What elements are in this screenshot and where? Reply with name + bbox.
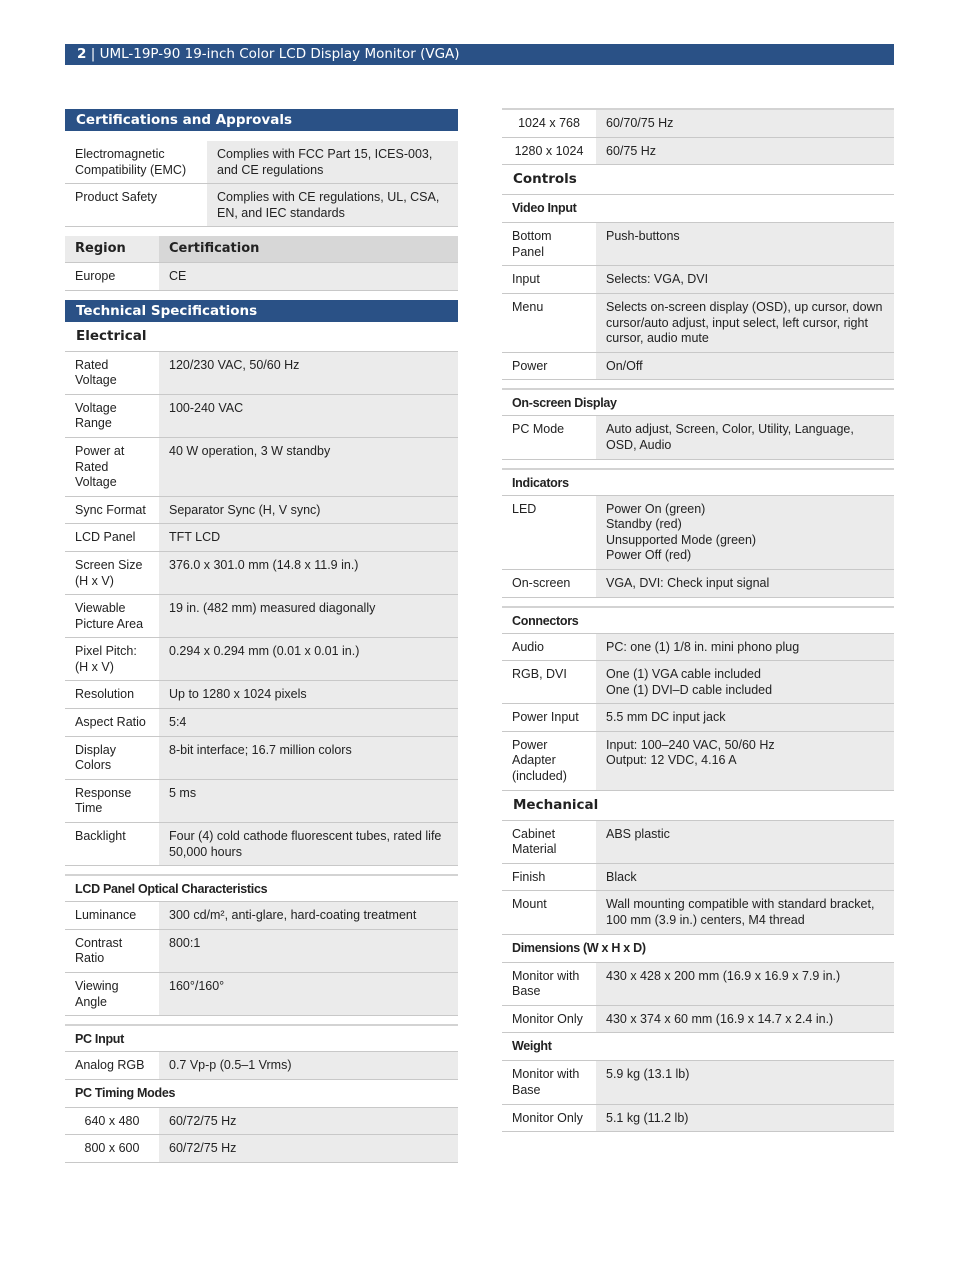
table-row [65, 184, 458, 227]
spacer [65, 291, 458, 300]
table-row [65, 524, 458, 552]
spec-label: 800 x 600 [65, 1135, 159, 1163]
document-title: UML-19P-90 19-inch Color LCD Display Monitor (VGA) [99, 46, 460, 62]
spec-label: Monitor with Base [502, 963, 596, 1006]
spec-label: Cabinet Material [502, 821, 596, 864]
table-row [502, 266, 894, 294]
table-row [65, 929, 458, 972]
region-table [65, 236, 458, 290]
table-row [65, 823, 458, 866]
table-row [65, 638, 458, 681]
electrical-table [65, 352, 458, 867]
table-row [65, 595, 458, 638]
pc-input-table [65, 1052, 458, 1080]
spec-value: 0.294 x 0.294 mm (0.01 x 0.01 in.) [159, 638, 458, 681]
table-row [65, 709, 458, 737]
certifications-table [65, 141, 458, 227]
spec-label: Power [502, 352, 596, 380]
spec-label: Finish [502, 863, 596, 891]
spec-label: 640 x 480 [65, 1108, 159, 1135]
spec-value: 5.1 kg (11.2 lb) [596, 1104, 894, 1132]
spec-value: VGA, DVI: Check input signal [596, 569, 894, 597]
table-row [502, 223, 894, 266]
dimensions-table [502, 963, 894, 1034]
spec-label: Rated Voltage [65, 352, 159, 395]
optical-table [65, 902, 458, 1016]
spec-label: Input [502, 266, 596, 294]
table-row [65, 352, 458, 395]
left-column [65, 109, 458, 1163]
table-row [65, 1052, 458, 1079]
spec-value: 5.5 mm DC input jack [596, 704, 894, 732]
spec-label: Monitor with Base [502, 1061, 596, 1104]
spec-value: 800:1 [159, 929, 458, 972]
spec-value: 60/75 Hz [596, 137, 894, 165]
spec-label: Power at Rated Voltage [65, 437, 159, 496]
table-row [65, 551, 458, 594]
table-row [502, 891, 894, 934]
table-row [502, 293, 894, 352]
spec-label: Analog RGB [65, 1052, 159, 1079]
spacer [65, 227, 458, 236]
spec-value: 120/230 VAC, 50/60 Hz [159, 352, 458, 395]
spec-label: Contrast Ratio [65, 929, 159, 972]
spec-label: Bottom Panel [502, 223, 596, 266]
table-row [65, 779, 458, 822]
connectors-title: Connectors [502, 606, 894, 634]
pc-timing-table-continued [502, 108, 894, 165]
optical-title: LCD Panel Optical Characteristics [65, 874, 458, 902]
spec-label: Response Time [65, 779, 159, 822]
table-row [65, 141, 458, 184]
header-separator: | [90, 46, 96, 62]
spec-value: Power On (green) Standby (red) Unsupported Mode (green) Power Off (red) [596, 496, 894, 570]
certifications-title: Certifications and Approvals [65, 109, 458, 131]
spec-value: Up to 1280 x 1024 pixels [159, 681, 458, 709]
spec-label: Mount [502, 891, 596, 934]
technical-specifications-title: Technical Specifications [65, 300, 458, 322]
spec-value: 5 ms [159, 779, 458, 822]
osd-table [502, 416, 894, 459]
spec-value: Push-buttons [596, 223, 894, 266]
osd-title: On-screen Display [502, 388, 894, 416]
table-row [502, 109, 894, 137]
spec-label: LCD Panel [65, 524, 159, 552]
table-row [502, 1061, 894, 1104]
spec-value: 5:4 [159, 709, 458, 737]
spec-value: 376.0 x 301.0 mm (14.8 x 11.9 in.) [159, 551, 458, 594]
spec-value: 430 x 374 x 60 mm (16.9 x 14.7 x 2.4 in.) [596, 1005, 894, 1033]
spec-value: 100-240 VAC [159, 394, 458, 437]
table-row [502, 352, 894, 380]
spec-value: Selects on-screen display (OSD), up cursor, down cursor/auto adjust, input select, left cursor, right cursor, audio mute [596, 293, 894, 352]
spec-value: 430 x 428 x 200 mm (16.9 x 16.9 x 7.9 in.) [596, 963, 894, 1006]
spec-label: RGB, DVI [502, 661, 596, 704]
table-row [65, 262, 458, 290]
spec-label: Electromagnetic Compatibility (EMC) [65, 141, 207, 184]
table-row [65, 394, 458, 437]
spec-value: PC: one (1) 1/8 in. mini phono plug [596, 634, 894, 661]
spec-value: 60/72/75 Hz [159, 1135, 458, 1163]
spec-value: CE [159, 262, 458, 290]
mechanical-title: Mechanical [502, 791, 894, 821]
table-row [65, 1108, 458, 1135]
spec-label: Backlight [65, 823, 159, 866]
table-header-row [65, 236, 458, 262]
spec-label: PC Mode [502, 416, 596, 459]
table-row [502, 731, 894, 790]
spec-value: Selects: VGA, DVI [596, 266, 894, 294]
spec-label: Aspect Ratio [65, 709, 159, 737]
indicators-title: Indicators [502, 468, 894, 496]
weight-title: Weight [502, 1033, 894, 1061]
table-row [502, 863, 894, 891]
spec-value: 40 W operation, 3 W standby [159, 437, 458, 496]
spec-label: Audio [502, 634, 596, 661]
spec-value: Four (4) cold cathode fluorescent tubes, rated life 50,000 hours [159, 823, 458, 866]
spec-value: 19 in. (482 mm) measured diagonally [159, 595, 458, 638]
spec-value: Complies with FCC Part 15, ICES-003, and CE regulations [207, 141, 458, 184]
table-row [502, 1005, 894, 1033]
table-row [502, 704, 894, 732]
page-header [65, 44, 894, 65]
spec-value: 60/72/75 Hz [159, 1108, 458, 1135]
spec-value: Auto adjust, Screen, Color, Utility, Language, OSD, Audio [596, 416, 894, 459]
spec-label: Europe [65, 262, 159, 290]
spec-value: TFT LCD [159, 524, 458, 552]
spec-value: Separator Sync (H, V sync) [159, 496, 458, 524]
table-row [502, 416, 894, 459]
controls-title: Controls [502, 165, 894, 195]
table-row [65, 736, 458, 779]
spec-value: ABS plastic [596, 821, 894, 864]
table-row [502, 569, 894, 597]
spec-value: 8-bit interface; 16.7 million colors [159, 736, 458, 779]
table-row [65, 1135, 458, 1163]
page-number: 2 [77, 46, 87, 62]
right-column [502, 108, 894, 1132]
spec-label: Display Colors [65, 736, 159, 779]
spec-label: On-screen [502, 569, 596, 597]
pc-input-title: PC Input [65, 1024, 458, 1052]
table-row [65, 496, 458, 524]
dimensions-title: Dimensions (W x H x D) [502, 935, 894, 963]
spec-value: One (1) VGA cable included One (1) DVI–D cable included [596, 661, 894, 704]
spec-value: Black [596, 863, 894, 891]
spec-label: Monitor Only [502, 1104, 596, 1132]
spec-value: 5.9 kg (13.1 lb) [596, 1061, 894, 1104]
table-row [502, 963, 894, 1006]
table-row [65, 681, 458, 709]
spec-value: 0.7 Vp-p (0.5–1 Vrms) [159, 1052, 458, 1079]
table-row [502, 634, 894, 661]
table-row [502, 661, 894, 704]
spec-label: Power Input [502, 704, 596, 732]
spec-label: Product Safety [65, 184, 207, 227]
electrical-title: Electrical [65, 322, 458, 352]
spec-label: Viewable Picture Area [65, 595, 159, 638]
spec-label: Power Adapter (included) [502, 731, 596, 790]
spec-label: Screen Size (H x V) [65, 551, 159, 594]
pc-timing-title: PC Timing Modes [65, 1080, 458, 1108]
mechanical-table [502, 821, 894, 935]
indicators-table [502, 496, 894, 598]
spec-value: Input: 100–240 VAC, 50/60 Hz Output: 12 VDC, 4.16 A [596, 731, 894, 790]
spec-label: Resolution [65, 681, 159, 709]
spec-value: On/Off [596, 352, 894, 380]
spec-label: Sync Format [65, 496, 159, 524]
region-header: Region [65, 236, 159, 262]
spec-label: Monitor Only [502, 1005, 596, 1033]
spec-label: Luminance [65, 902, 159, 929]
table-row [65, 437, 458, 496]
spec-value: Wall mounting compatible with standard bracket, 100 mm (3.9 in.) centers, M4 thread [596, 891, 894, 934]
spec-label: Voltage Range [65, 394, 159, 437]
spec-value: 160°/160° [159, 973, 458, 1016]
table-row [502, 821, 894, 864]
spec-label: 1280 x 1024 [502, 137, 596, 165]
video-input-title: Video Input [502, 195, 894, 223]
table-row [65, 973, 458, 1016]
spec-value: 60/70/75 Hz [596, 109, 894, 137]
spec-value: 300 cd/m², anti-glare, hard-coating treatment [159, 902, 458, 929]
table-row [502, 496, 894, 570]
table-row [502, 1104, 894, 1132]
certification-header: Certification [159, 236, 458, 262]
spec-label: LED [502, 496, 596, 570]
spec-value: Complies with CE regulations, UL, CSA, EN, and IEC standards [207, 184, 458, 227]
video-input-table [502, 223, 894, 380]
spec-label: Menu [502, 293, 596, 352]
connectors-table [502, 634, 894, 791]
table-row [65, 902, 458, 929]
spec-label: Viewing Angle [65, 973, 159, 1016]
spec-label: 1024 x 768 [502, 109, 596, 137]
spec-label: Pixel Pitch: (H x V) [65, 638, 159, 681]
pc-timing-table [65, 1108, 458, 1163]
weight-table [502, 1061, 894, 1132]
table-row [502, 137, 894, 165]
